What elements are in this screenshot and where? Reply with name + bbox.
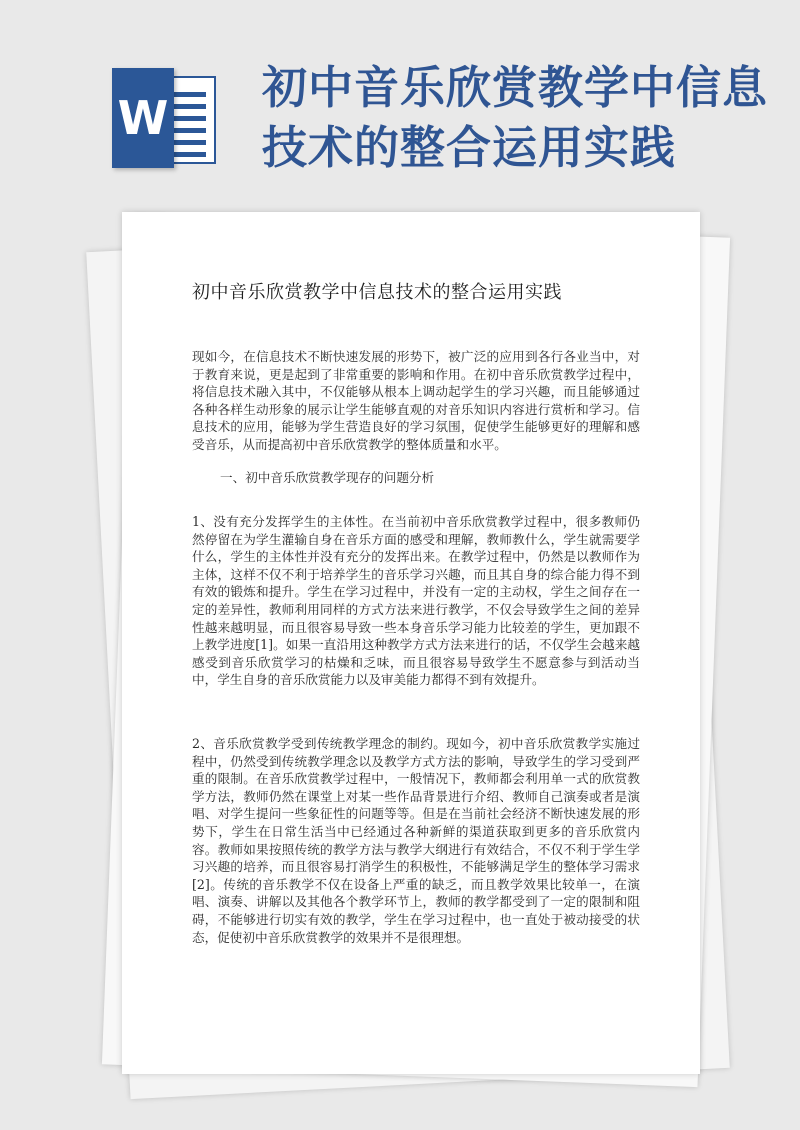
document-title: 初中音乐欣赏教学中信息技术的整合运用实践 [192,282,562,303]
paragraph-intro: 现如今，在信息技术不断快速发展的形势下，被广泛的应用到各行各业当中，对于教育来说，更是起到了非常重要的影响和作用。在初中音乐欣赏教学过程中，将信息技术融入其中，不仅能够从根本上调动起学生的学习兴趣，而且能够通过各种各样生动形象的展示让学生能够直观的对音乐知识内容进行赏析和学习。信息技术的应用，能够为学生营造良好的学习氛围，促使学生能够更好的理解和感受音乐，从而提高初中音乐欣赏教学的整体质量和水平。 [192,349,640,452]
paragraph-point-2: 2、音乐欣赏教学受到传统教学理念的制约。现如今，初中音乐欣赏教学实施过程中，仍然受到传统教学理念以及教学方式方法的影响，导致学生的学习受到严重的限制。在音乐欣赏教学过程中，一般情况下，教师都会利用单一式的欣赏教学方法，教师仍然在课堂上对某一些作品背景进行介绍、教师自己演奏或者是演唱、对学生提问一些象征性的问题等等。但是在当前社会经济不断快速发展的形势下，学生在日常生活当中已经通过各种新鲜的渠道获取到更多的音乐欣赏内容。教师如果按照传统的教学方法与教学大纲进行有效结合，不仅不利于学生学习兴趣的培养，而且很容易打消学生的积极性，不能够满足学生的整体学习需求[2]。传统的音乐教学不仅在设备上严重的缺乏，而且教学效果比较单一，在演唱、演奏、讲解以及其他各个教学环节上，教师的教学都受到了一定的限制和阻碍，不能够进行切实有效的教学，学生在学习过程中，也一直处于被动接受的状态，促使初中音乐欣赏教学的效果并不是很理想。 [192,736,640,945]
paragraph-point-1: 1、没有充分发挥学生的主体性。在当前初中音乐欣赏教学过程中，很多教师仍然停留在为学生灌输自身在音乐方面的感受和理解，教师教什么，学生就需要学什么，学生的主体性并没有充分的发挥出来。在教学过程中，仍然是以教师作为主体，这样不仅不利于培养学生的音乐学习兴趣，而且其自身的综合能力得不到有效的锻炼和提升。学生在学习过程中，并没有一定的主动权，学生之间存在一定的差异性，教师利用同样的方式方法来进行教学，不仅会导致学生之间的差异性越来越明显，而且很容易导致一些本身音乐学习能力比较差的学生，更加跟不上教学进度[1]。如果一直沿用这种教学方式方法来进行的话，不仅学生会越来越感受到音乐欣赏学习的枯燥和乏味，而且很容易导致学生不愿意参与到活动当中，学生自身的音乐欣赏能力以及审美能力都得不到有效提升。 [192,514,640,688]
word-logo-letter: W [112,68,174,168]
document-page [122,212,700,1074]
section-heading: 一、初中音乐欣赏教学现存的问题分析 [220,470,435,485]
page-title: 初中音乐欣赏教学中信息技术的整合运用实践 [262,61,769,174]
word-document-icon [112,68,220,168]
